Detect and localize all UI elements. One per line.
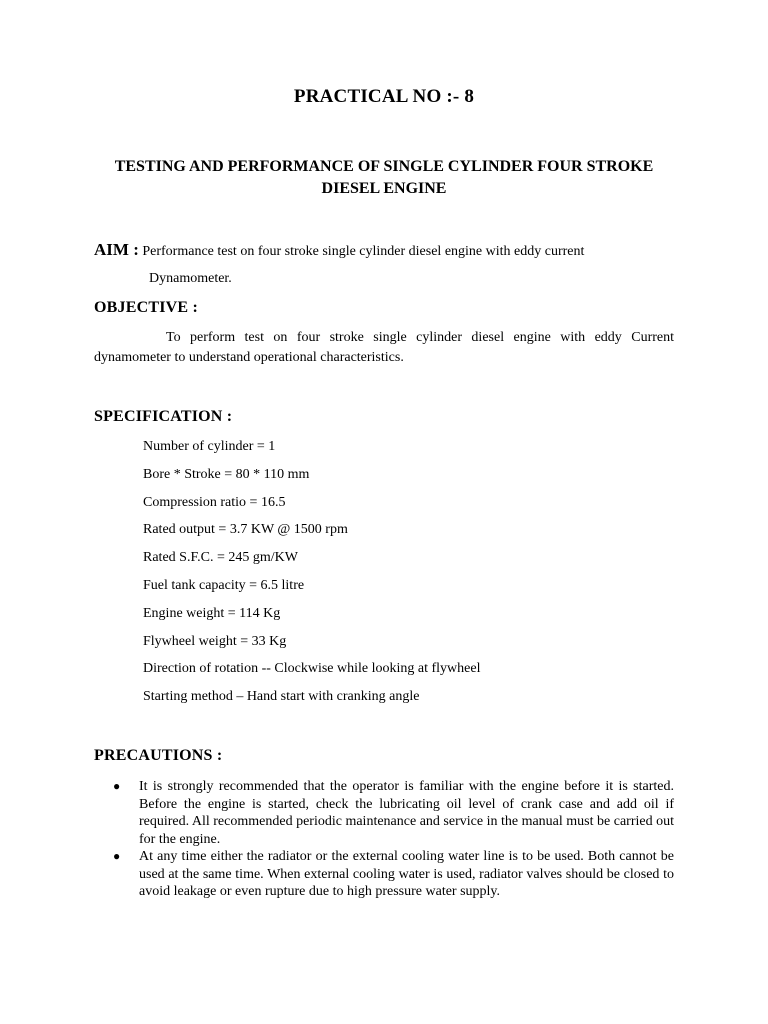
precaution-item xyxy=(94,778,674,848)
precaution-text: It is strongly recommended that the operator is familiar with the engine before it is started. Before the engine is started, check the lubricating oil level of crank case and add oil if required. All recommended periodic maintenance and service in the manual must be carried out for the engine. xyxy=(139,779,674,847)
precautions-list xyxy=(94,778,674,901)
precautions-heading: PRECAUTIONS : xyxy=(94,747,223,764)
spec-item: Starting method – Hand start with cranking angle xyxy=(143,689,420,705)
bullet-icon: ● xyxy=(113,779,121,793)
aim-text-continuation: Dynamometer. xyxy=(149,271,232,286)
precaution-item xyxy=(94,848,674,901)
aim-section xyxy=(94,240,694,262)
spec-item: Compression ratio = 16.5 xyxy=(143,494,286,510)
spec-item: Bore * Stroke = 80 * 110 mm xyxy=(143,466,310,482)
specification-heading: SPECIFICATION : xyxy=(94,408,233,425)
spec-item: Direction of rotation -- Clockwise while looking at flywheel xyxy=(143,661,481,677)
bullet-icon: ● xyxy=(113,849,121,863)
specification-list xyxy=(143,437,480,715)
objective-text: To perform test on four stroke single cylinder diesel engine with eddy Current dynamometer to understand operational characteristics. xyxy=(94,330,674,365)
practical-title: PRACTICAL NO :- 8 xyxy=(293,86,475,107)
spec-item: Flywheel weight = 33 Kg xyxy=(143,633,287,649)
aim-heading: AIM : xyxy=(94,240,139,259)
objective-heading: OBJECTIVE : xyxy=(94,299,198,316)
spec-item: Rated output = 3.7 KW @ 1500 rpm xyxy=(143,522,348,538)
spec-item: Rated S.F.C. = 245 gm/KW xyxy=(143,550,298,566)
precaution-text: At any time either the radiator or the external cooling water line is to be used. Both cannot be used at the same time. When external cooling water is used, radiator valves should be closed to avoid leakage or even rupture due to high pressure water supply. xyxy=(139,849,674,899)
document-title: TESTING AND PERFORMANCE OF SINGLE CYLINDER FOUR STROKE DIESEL ENGINE xyxy=(114,158,654,197)
aim-text: Performance test on four stroke single cylinder diesel engine with eddy current xyxy=(142,244,585,259)
spec-item: Engine weight = 114 Kg xyxy=(143,605,281,621)
spec-item: Fuel tank capacity = 6.5 litre xyxy=(143,577,305,593)
spec-item: Number of cylinder = 1 xyxy=(143,439,276,454)
